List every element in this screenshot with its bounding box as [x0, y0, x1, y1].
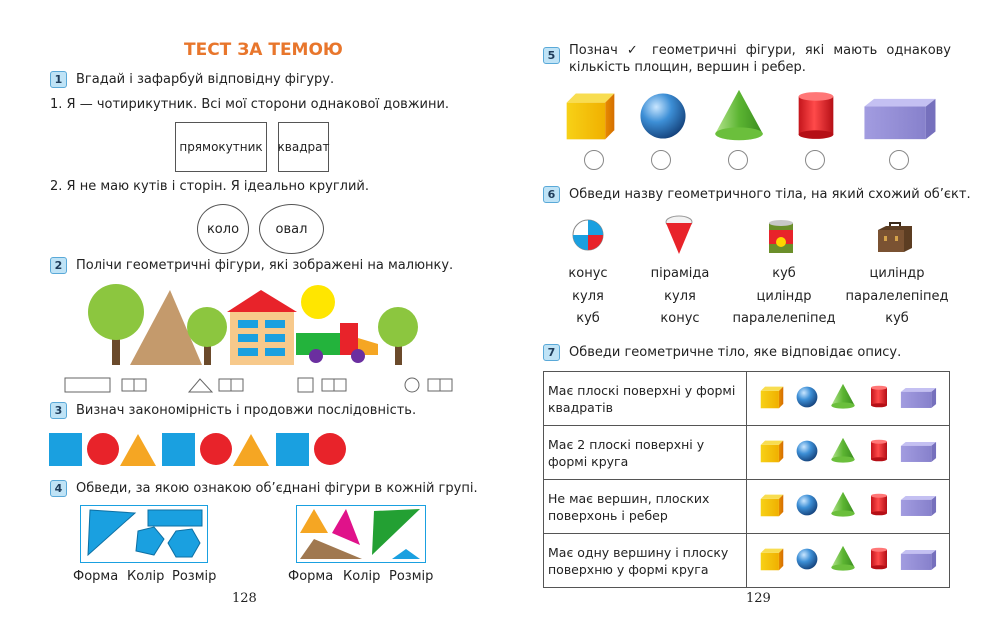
cylinder-icon[interactable]: [871, 440, 887, 462]
answer-square[interactable]: квадрат: [278, 122, 329, 172]
task1-question2: 2. Я не маю кутів і сторін. Я ідеально круглий.: [50, 179, 370, 194]
option-size-a[interactable]: Розмір: [172, 569, 217, 584]
word-option[interactable]: піраміда: [650, 266, 710, 281]
task-number-badge: 2: [50, 257, 67, 274]
solid-cylinder-icon: [790, 88, 842, 143]
tin-can-icon: [768, 220, 794, 256]
sphere-icon[interactable]: [797, 495, 818, 516]
solid-cone-icon: [710, 88, 768, 143]
answer-rectangle[interactable]: прямокутник: [175, 122, 267, 172]
box-icon[interactable]: [901, 388, 936, 408]
word-option[interactable]: куля: [572, 289, 604, 304]
cylinder-icon[interactable]: [871, 548, 887, 570]
sphere-icon[interactable]: [797, 441, 818, 462]
check-circle-cylinder[interactable]: [805, 150, 825, 170]
cube-icon[interactable]: [761, 549, 784, 571]
cylinder-icon[interactable]: [871, 386, 887, 408]
task-number-badge: 7: [543, 344, 560, 361]
word-option[interactable]: паралелепіпед: [845, 289, 949, 304]
page-title: ТЕСТ ЗА ТЕМОЮ: [184, 40, 343, 60]
description-cell: Має плоскі поверхні у формі квадратів: [544, 372, 747, 426]
solids-cell: [747, 480, 950, 534]
word-option[interactable]: куля: [664, 289, 696, 304]
box-icon[interactable]: [901, 496, 936, 516]
description-table: [543, 371, 950, 588]
task3-instruction: Визнач закономірність і продовжи послідовність.: [76, 403, 417, 418]
task1-instruction: Вгадай і зафарбуй відповідну фігуру.: [76, 72, 335, 87]
table-row: [544, 426, 950, 480]
option-form-b[interactable]: Форма: [288, 569, 334, 584]
description-cell: Має 2 плоскі поверхні у формі круга: [544, 426, 747, 480]
option-color-a[interactable]: Колір: [127, 569, 165, 584]
word-option[interactable]: куб: [576, 311, 600, 326]
cube-icon[interactable]: [761, 441, 784, 463]
ice-cream-cone-icon: [664, 214, 694, 256]
task-number-badge: 4: [50, 480, 67, 497]
task1-question1: 1. Я — чотирикутник. Всі мої сторони однакової довжини.: [50, 97, 450, 112]
word-option[interactable]: конус: [568, 266, 608, 281]
cylinder-icon[interactable]: [871, 494, 887, 516]
answer-oval[interactable]: овал: [259, 204, 324, 254]
description-cell: Не має вершин, плоских поверхонь і ребер: [544, 480, 747, 534]
box-icon[interactable]: [901, 550, 936, 570]
solids-cell: [747, 534, 950, 588]
solid-sphere-icon: [637, 90, 689, 142]
solid-cube-icon: [563, 88, 618, 143]
table-row: [544, 372, 950, 426]
shape-group-b: [296, 505, 426, 563]
sphere-icon[interactable]: [797, 549, 818, 570]
solids-cell: [747, 426, 950, 480]
check-circle-cone[interactable]: [728, 150, 748, 170]
task-number-badge: 6: [543, 186, 560, 203]
option-form-a[interactable]: Форма: [73, 569, 119, 584]
task-number-badge: 1: [50, 71, 67, 88]
sphere-icon[interactable]: [797, 387, 818, 408]
cone-icon[interactable]: [831, 438, 854, 463]
check-circle-sphere[interactable]: [651, 150, 671, 170]
word-option[interactable]: куб: [885, 311, 909, 326]
word-option[interactable]: куб: [772, 266, 796, 281]
page-number-right: 129: [746, 591, 771, 606]
suitcase-icon: [876, 222, 914, 254]
task6-instruction: Обведи назву геометричного тіла, на який схожий об’єкт.: [569, 187, 971, 202]
option-size-b[interactable]: Розмір: [389, 569, 434, 584]
check-circle-cube[interactable]: [584, 150, 604, 170]
option-color-b[interactable]: Колір: [343, 569, 381, 584]
table-row: [544, 534, 950, 588]
task2-instruction: Полічи геометричні фігури, які зображені на малюнку.: [76, 258, 454, 273]
word-option[interactable]: циліндр: [756, 289, 812, 304]
table-row: [544, 480, 950, 534]
box-icon[interactable]: [901, 442, 936, 462]
pattern-sequence: [48, 432, 348, 468]
task4-instruction: Обведи, за якою ознакою об’єднані фігури в кожній групі.: [76, 481, 478, 496]
cube-icon[interactable]: [761, 387, 784, 409]
cone-icon[interactable]: [831, 546, 854, 571]
task-number-badge: 5: [543, 47, 560, 64]
cone-icon[interactable]: [831, 492, 854, 517]
solid-box-icon: [858, 95, 940, 143]
shapes-picture: [60, 280, 460, 395]
check-circle-box[interactable]: [889, 150, 909, 170]
ball-icon: [571, 218, 605, 252]
solids-cell: [747, 372, 950, 426]
task-number-badge: 3: [50, 402, 67, 419]
cube-icon[interactable]: [761, 495, 784, 517]
description-cell: Має одну вершину і плоску поверхню у формі круга: [544, 534, 747, 588]
shape-group-a: [80, 505, 208, 563]
page-number-left: 128: [232, 591, 257, 606]
task5-instruction: Познач ✓ геометричні фігури, які мають однакову кількість площин, вершин і ребер.: [569, 43, 951, 75]
cone-icon[interactable]: [831, 384, 854, 409]
word-option[interactable]: паралелепіпед: [732, 311, 836, 326]
answer-circle[interactable]: коло: [197, 204, 249, 254]
word-option[interactable]: циліндр: [869, 266, 925, 281]
task7-instruction: Обведи геометричне тіло, яке відповідає опису.: [569, 345, 902, 360]
word-option[interactable]: конус: [660, 311, 700, 326]
